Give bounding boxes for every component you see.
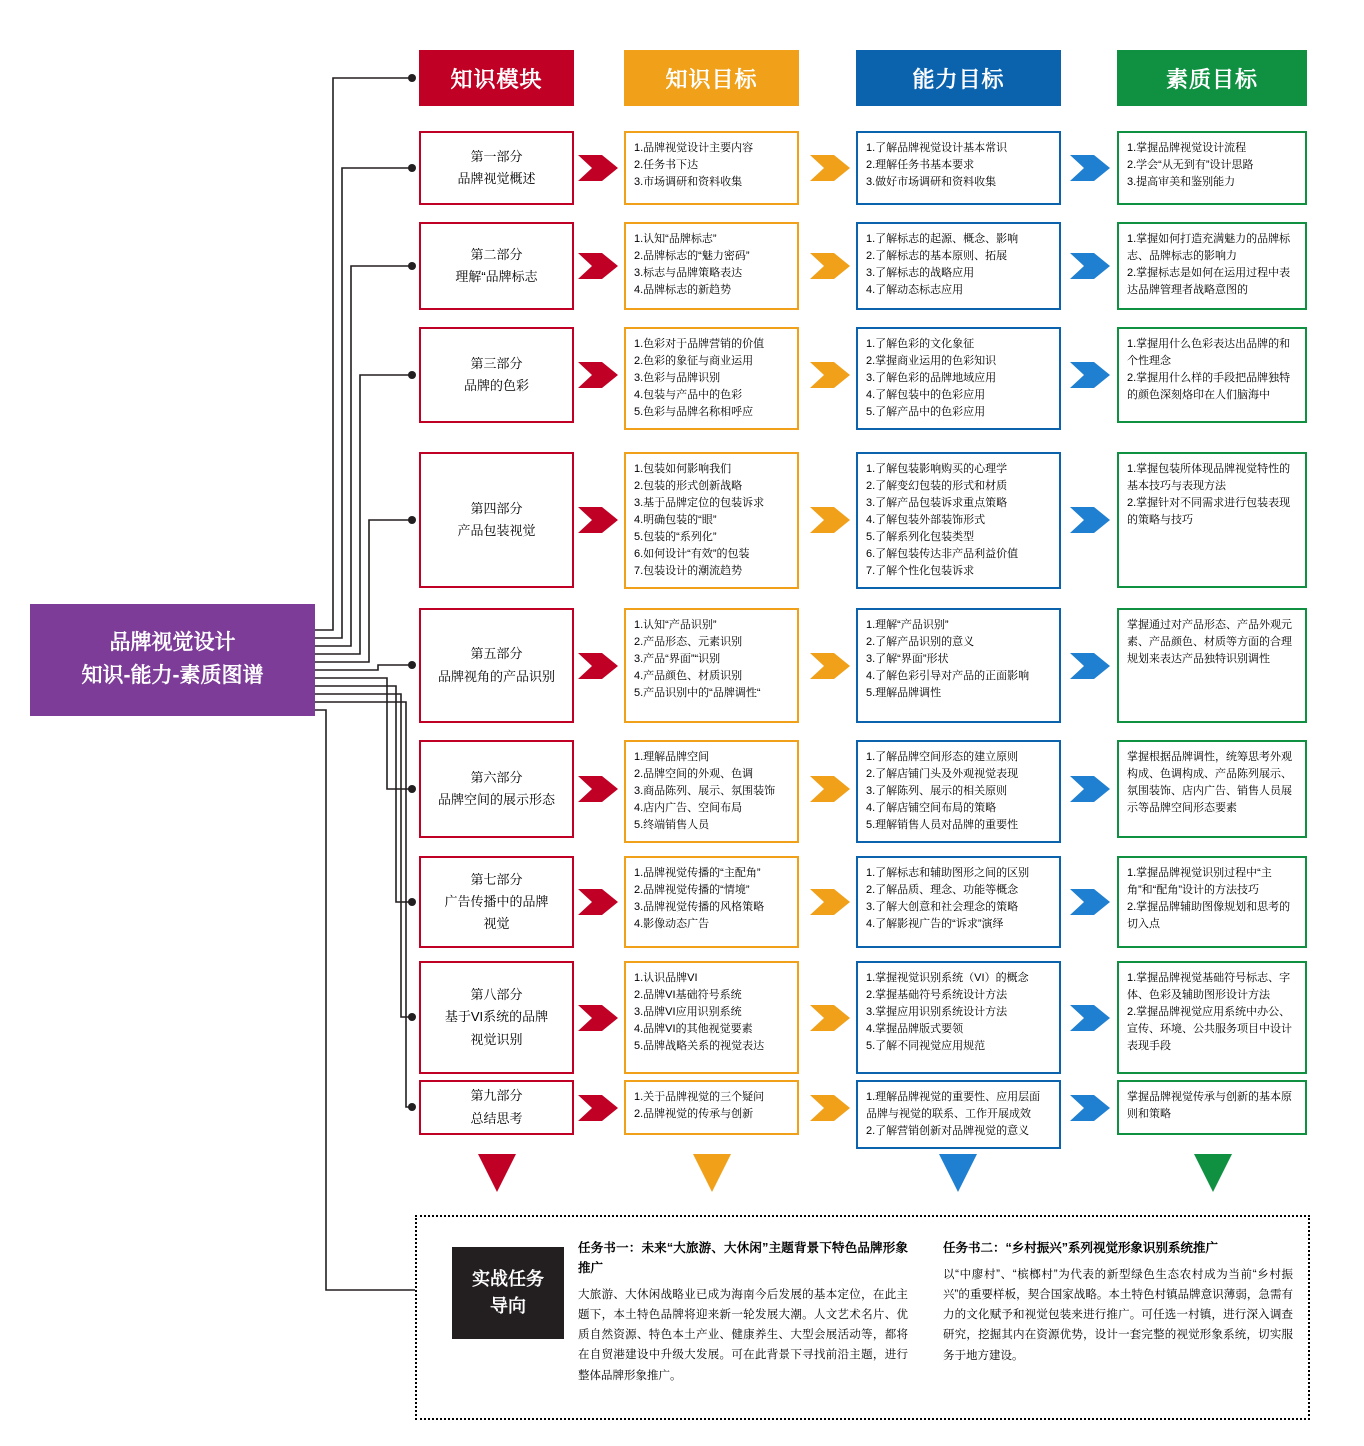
ability-goal-item: 1.了解标志的起源、概念、影响 — [866, 233, 1019, 245]
knowledge-goal-item: 1.关于品牌视觉的三个疑问 — [634, 1091, 765, 1103]
knowledge-goal-item: 3.品牌视觉传播的风格策略 — [634, 901, 765, 914]
ability-goal-item: 3.了解产品包装诉求重点策略 — [866, 497, 1008, 510]
ability-goal-item: 6.了解包装传达非产品利益价值 — [866, 548, 1019, 561]
ability-goal-item: 3.了解“界面”形状 — [866, 653, 949, 666]
knowledge-goal-item: 2.品牌视觉传播的“情境” — [634, 884, 750, 897]
quality-goal-box[interactable] — [1117, 961, 1307, 1074]
ability-goal-box[interactable] — [856, 1080, 1061, 1149]
column-header-ability-goal: 能力目标 — [856, 50, 1061, 106]
quality-goal-item: 2.掌握针对不同需求进行包装表现的策略与技巧 — [1127, 497, 1291, 527]
arrow-knowledge-to-ability — [810, 362, 850, 388]
arrow-module-to-knowledge — [578, 507, 618, 533]
quality-goal-box[interactable] — [1117, 131, 1307, 205]
down-arrow-green — [1190, 1152, 1236, 1198]
knowledge-goal-item: 3.品牌VI应用识别系统 — [634, 1006, 742, 1019]
module-line: 广告传播中的品牌 — [444, 893, 549, 909]
ability-goal-item: 3.做好市场调研和资料收集 — [866, 176, 997, 189]
knowledge-goal-item: 2.任务书下达 — [634, 159, 699, 172]
knowledge-goal-box[interactable] — [624, 1080, 799, 1135]
knowledge-goal-item: 5.品牌战略关系的视觉表达 — [634, 1040, 765, 1053]
ability-goal-box[interactable] — [856, 608, 1061, 723]
module-box[interactable] — [419, 608, 574, 723]
module-line: 第四部分 — [470, 500, 523, 516]
column-header-knowledge-goal: 知识目标 — [624, 50, 799, 106]
module-line: 产品包装视觉 — [457, 523, 536, 538]
knowledge-goal-box[interactable] — [624, 856, 799, 948]
quality-goal-item: 1.掌握品牌视觉基础符号标志、字体、色彩及辅助图形设计方法 — [1127, 972, 1291, 1002]
module-line: 第八部分 — [470, 987, 523, 1003]
ability-goal-item: 5.了解产品中的色彩应用 — [866, 406, 986, 419]
arrow-module-to-knowledge — [578, 1005, 618, 1031]
module-line: 品牌视觉概述 — [457, 171, 536, 186]
knowledge-goal-item: 3.商品陈列、展示、氛围装饰 — [634, 785, 776, 798]
ability-goal-item: 1.了解包装影响购买的心理学 — [866, 463, 1008, 475]
module-line: 第九部分 — [470, 1088, 523, 1104]
module-line: 第一部分 — [470, 148, 523, 164]
quality-goal-item: 掌握通过对产品形态、产品外观元素、产品颜色、材质等方面的合理规划来表达产品独特识别调性 — [1127, 619, 1292, 666]
knowledge-goal-box[interactable] — [624, 327, 799, 430]
task-two — [943, 1238, 1293, 1366]
knowledge-goal-box[interactable] — [624, 961, 799, 1074]
arrow-knowledge-to-ability — [810, 1005, 850, 1031]
knowledge-goal-item: 6.如何设计“有效”的包装 — [634, 548, 750, 561]
module-line: 品牌的色彩 — [463, 378, 529, 393]
ability-goal-item: 4.了解包装中的色彩应用 — [866, 389, 986, 402]
ability-goal-item: 2.掌握商业运用的色彩知识 — [866, 355, 997, 368]
root-title-line1: 品牌视觉设计 — [109, 631, 236, 655]
arrow-module-to-knowledge — [578, 155, 618, 181]
task-one-body: 大旅游、大休闲战略业已成为海南今后发展的基本定位，在此主题下，本土特色品牌将迎来新一轮发展大潮。人文艺术名片、优质自然资源、特色本土产业、健康养生、大型会展活动等，都将在自贸港建设中升级大发展。可在此背景下寻找前沿主题，进行整体品牌形象推广。 — [578, 1289, 908, 1382]
knowledge-goal-item: 1.认知“产品识别” — [634, 619, 717, 631]
arrow-module-to-knowledge — [578, 889, 618, 915]
arrow-ability-to-quality — [1070, 1005, 1110, 1031]
ability-goal-box[interactable] — [856, 961, 1061, 1074]
knowledge-goal-item: 2.品牌标志的“魅力密码” — [634, 250, 750, 263]
task-badge-line2: 导向 — [490, 1296, 526, 1316]
knowledge-goal-item: 5.终端销售人员 — [634, 819, 710, 832]
quality-goal-box[interactable] — [1117, 327, 1307, 423]
ability-goal-item: 1.了解品牌视觉设计基本常识 — [866, 142, 1008, 154]
ability-goal-box[interactable] — [856, 131, 1061, 205]
knowledge-goal-item: 1.认知“品牌标志” — [634, 233, 717, 245]
ability-goal-item: 2.了解品质、理念、功能等概念 — [866, 884, 1019, 897]
ability-goal-item: 2.了解店铺门头及外观视觉表现 — [866, 768, 1019, 781]
ability-goal-item: 1.掌握视觉识别系统（VI）的概念 — [866, 972, 1029, 984]
knowledge-goal-box[interactable] — [624, 608, 799, 723]
module-line: 第二部分 — [470, 246, 523, 262]
knowledge-goal-item: 2.品牌空间的外观、色调 — [634, 768, 754, 781]
ability-goal-item: 3.了解标志的战略应用 — [866, 267, 975, 280]
module-line: 品牌空间的展示形态 — [437, 792, 555, 807]
module-line: 总结思考 — [470, 1110, 523, 1126]
knowledge-goal-item: 2.品牌VI基础符号系统 — [634, 989, 742, 1002]
ability-goal-item: 1.理解品牌视觉的重要性、应用层面品牌与视觉的联系、工作开展成效 — [866, 1091, 1041, 1121]
module-box[interactable] — [419, 1080, 574, 1135]
task-badge-line1: 实战任务 — [472, 1269, 544, 1289]
knowledge-goal-item: 1.品牌视觉设计主要内容 — [634, 142, 754, 154]
arrow-knowledge-to-ability — [810, 776, 850, 802]
ability-goal-item: 1.了解色彩的文化象征 — [866, 338, 975, 350]
module-box[interactable] — [419, 740, 574, 838]
quality-goal-item: 1.掌握品牌视觉识别过程中“主角”和“配角”设计的方法技巧 — [1127, 867, 1272, 897]
knowledge-goal-item: 4.明确包装的“眼” — [634, 514, 717, 527]
task-two-title: 任务书二：“乡村振兴”系列视觉形象识别系统推广 — [943, 1241, 1219, 1255]
quality-goal-item: 1.掌握如何打造充满魅力的品牌标志、品牌标志的影响力 — [1127, 233, 1291, 263]
module-box[interactable] — [419, 856, 574, 948]
down-arrow-orange — [689, 1152, 735, 1198]
knowledge-goal-item: 1.理解品牌空间 — [634, 751, 710, 763]
ability-goal-item: 4.了解色彩引导对产品的正面影响 — [866, 670, 1030, 683]
column-header-knowledge-module: 知识模块 — [419, 50, 574, 106]
ability-goal-item: 2.理解任务书基本要求 — [866, 159, 975, 172]
quality-goal-item: 2.学会“从无到有”设计思路 — [1127, 159, 1254, 172]
arrow-module-to-knowledge — [578, 1095, 618, 1121]
ability-goal-item: 7.了解个性化包装诉求 — [866, 565, 975, 578]
quality-goal-item: 3.提高审美和鉴别能力 — [1127, 176, 1236, 189]
arrow-ability-to-quality — [1070, 362, 1110, 388]
knowledge-goal-item: 5.产品识别中的“品牌调性“ — [634, 687, 761, 700]
ability-goal-item: 2.了解变幻包装的形式和材质 — [866, 480, 1008, 493]
quality-goal-box[interactable] — [1117, 608, 1307, 723]
down-arrow-blue — [935, 1152, 981, 1198]
arrow-ability-to-quality — [1070, 776, 1110, 802]
down-arrow-red — [474, 1152, 520, 1198]
ability-goal-item: 5.理解品牌调性 — [866, 687, 942, 700]
module-box[interactable] — [419, 961, 574, 1074]
ability-goal-box[interactable] — [856, 222, 1061, 310]
ability-goal-item: 2.掌握基础符号系统设计方法 — [866, 989, 1008, 1002]
quality-goal-item: 掌握品牌视觉传承与创新的基本原则和策略 — [1127, 1091, 1292, 1121]
ability-goal-item: 5.了解不同视觉应用规范 — [866, 1040, 986, 1053]
ability-goal-box[interactable] — [856, 452, 1061, 589]
arrow-ability-to-quality — [1070, 1095, 1110, 1121]
knowledge-goal-item: 7.包装设计的潮流趋势 — [634, 565, 743, 578]
knowledge-goal-box[interactable] — [624, 131, 799, 205]
arrow-knowledge-to-ability — [810, 889, 850, 915]
module-line: 基于VI系统的品牌 — [444, 1009, 549, 1025]
arrow-knowledge-to-ability — [810, 653, 850, 679]
ability-goal-item: 3.了解色彩的品牌地域应用 — [866, 372, 997, 385]
knowledge-goal-item: 3.产品“界面”“识别 — [634, 653, 721, 666]
knowledge-goal-item: 5.包装的“系列化” — [634, 531, 717, 544]
knowledge-goal-item: 5.色彩与品牌名称相呼应 — [634, 406, 754, 419]
ability-goal-item: 3.了解大创意和社会理念的策略 — [866, 901, 1019, 914]
quality-goal-box[interactable] — [1117, 740, 1307, 838]
arrow-ability-to-quality — [1070, 889, 1110, 915]
quality-goal-item: 掌握根据品牌调性，统筹思考外观构成、色调构成、产品陈列展示、氛围装饰、店内广告、销售人员展示等品牌空间形态要素 — [1127, 751, 1292, 815]
knowledge-goal-item: 2.色彩的象征与商业运用 — [634, 355, 754, 368]
knowledge-goal-item: 2.包装的形式创新战略 — [634, 480, 743, 493]
ability-goal-item: 1.了解标志和辅助图形之间的区别 — [866, 867, 1030, 879]
arrow-module-to-knowledge — [578, 253, 618, 279]
knowledge-goal-box[interactable] — [624, 452, 799, 589]
module-line: 品牌视角的产品识别 — [437, 668, 555, 684]
ability-goal-box[interactable] — [856, 740, 1061, 843]
knowledge-goal-item: 1.品牌视觉传播的“主配角” — [634, 867, 761, 879]
module-line: 视觉 — [483, 916, 510, 932]
ability-goal-item: 4.了解包装外部装饰形式 — [866, 514, 986, 527]
ability-goal-item: 3.掌握应用识别系统设计方法 — [866, 1006, 1008, 1019]
ability-goal-item: 4.了解店铺空间布局的策略 — [866, 802, 997, 815]
module-line: 第六部分 — [470, 769, 523, 785]
task-badge — [452, 1247, 564, 1339]
arrow-ability-to-quality — [1070, 155, 1110, 181]
arrow-ability-to-quality — [1070, 507, 1110, 533]
ability-goal-item: 1.理解“产品识别” — [866, 619, 949, 631]
knowledge-goal-item: 3.色彩与品牌识别 — [634, 372, 721, 385]
knowledge-goal-item: 1.色彩对于品牌营销的价值 — [634, 338, 765, 350]
ability-goal-item: 4.了解影视广告的“诉求”演绎 — [866, 918, 1004, 931]
ability-goal-item: 2.了解营销创新对品牌视觉的意义 — [866, 1125, 1030, 1138]
knowledge-goal-item: 1.包装如何影响我们 — [634, 463, 732, 475]
ability-goal-item: 3.了解陈列、展示的相关原则 — [866, 785, 1008, 798]
ability-goal-item: 4.掌握品牌版式要领 — [866, 1023, 964, 1036]
arrow-module-to-knowledge — [578, 776, 618, 802]
knowledge-goal-item: 4.产品颜色、材质识别 — [634, 670, 743, 683]
quality-goal-item: 1.掌握用什么色彩表达出品牌的和个性理念 — [1127, 338, 1291, 368]
quality-goal-item: 2.掌握标志是如何在运用过程中表达品牌管理者战略意图的 — [1127, 267, 1291, 297]
quality-goal-item: 1.掌握品牌视觉设计流程 — [1127, 142, 1247, 154]
knowledge-goal-item: 4.影像动态广告 — [634, 918, 710, 931]
root-title-line2: 知识-能力-素质图谱 — [81, 664, 264, 687]
ability-goal-item: 5.了解系列化包装类型 — [866, 531, 975, 544]
module-box[interactable] — [419, 452, 574, 588]
ability-goal-item: 2.了解产品识别的意义 — [866, 636, 975, 649]
ability-goal-item: 4.了解动态标志应用 — [866, 284, 964, 297]
task-one — [578, 1238, 908, 1386]
knowledge-goal-item: 4.品牌标志的新趋势 — [634, 284, 732, 297]
module-box[interactable] — [419, 327, 574, 423]
knowledge-goal-item: 2.产品形态、元素识别 — [634, 636, 743, 649]
ability-goal-item: 2.了解标志的基本原则、拓展 — [866, 250, 1008, 263]
arrow-knowledge-to-ability — [810, 1095, 850, 1121]
knowledge-goal-item: 3.市场调研和资料收集 — [634, 176, 743, 189]
arrow-ability-to-quality — [1070, 653, 1110, 679]
knowledge-goal-box[interactable] — [624, 222, 799, 310]
module-line: 视觉识别 — [470, 1031, 523, 1047]
ability-goal-box[interactable] — [856, 327, 1061, 430]
arrow-knowledge-to-ability — [810, 253, 850, 279]
module-line: 理解“品牌标志 — [455, 269, 538, 284]
knowledge-goal-item: 4.包装与产品中的色彩 — [634, 389, 743, 402]
ability-goal-item: 1.了解品牌空间形态的建立原则 — [866, 751, 1019, 763]
knowledge-goal-box[interactable] — [624, 740, 799, 843]
arrow-module-to-knowledge — [578, 362, 618, 388]
quality-goal-box[interactable] — [1117, 452, 1307, 588]
quality-goal-box[interactable] — [1117, 1080, 1307, 1135]
quality-goal-item: 1.掌握包装所体现品牌视觉特性的基本技巧与表现方法 — [1127, 463, 1291, 493]
task-two-body: 以“中廖村”、“槟榔村”为代表的新型绿色生态农村成为当前“乡村振兴”的重要样板，契合国家战略。本土特色村镇品牌意识薄弱，急需有力的文化赋予和视觉包装来进行推广。可任选一村镇，进行深入调查研究，挖掘其内在资源优势，设计一套完整的视觉形象系统，切实服务于地方建设。 — [943, 1269, 1293, 1362]
arrow-knowledge-to-ability — [810, 155, 850, 181]
knowledge-goal-item: 2.品牌视觉的传承与创新 — [634, 1108, 754, 1121]
root-node — [30, 604, 315, 716]
arrow-knowledge-to-ability — [810, 507, 850, 533]
module-line: 第五部分 — [470, 646, 523, 662]
knowledge-goal-item: 3.标志与品牌策略表达 — [634, 267, 743, 280]
task-one-title: 任务书一：未来“大旅游、大休闲”主题背景下特色品牌形象推广 — [578, 1241, 908, 1275]
ability-goal-box[interactable] — [856, 856, 1061, 948]
arrow-module-to-knowledge — [578, 653, 618, 679]
arrow-ability-to-quality — [1070, 253, 1110, 279]
knowledge-goal-item: 1.认识品牌VI — [634, 972, 698, 984]
quality-goal-item: 2.掌握品牌辅助图像规划和思考的切入点 — [1127, 901, 1291, 931]
quality-goal-item: 2.掌握用什么样的手段把品牌独特的颜色深刻烙印在人们脑海中 — [1127, 372, 1291, 402]
module-line: 第七部分 — [470, 871, 523, 887]
knowledge-goal-item: 4.品牌VI的其他视觉要素 — [634, 1023, 753, 1036]
knowledge-goal-item: 4.店内广告、空间布局 — [634, 802, 743, 815]
quality-goal-item: 2.掌握品牌视觉应用系统中办公、宣传、环境、公共服务项目中设计表现手段 — [1127, 1006, 1292, 1053]
module-box[interactable] — [419, 131, 574, 205]
module-box[interactable] — [419, 222, 574, 310]
quality-goal-box[interactable] — [1117, 222, 1307, 310]
module-line: 第三部分 — [470, 355, 523, 371]
quality-goal-box[interactable] — [1117, 856, 1307, 948]
knowledge-goal-item: 3.基于品牌定位的包装诉求 — [634, 497, 765, 510]
column-header-quality-goal: 素质目标 — [1117, 50, 1307, 106]
ability-goal-item: 5.理解销售人员对品牌的重要性 — [866, 819, 1019, 832]
